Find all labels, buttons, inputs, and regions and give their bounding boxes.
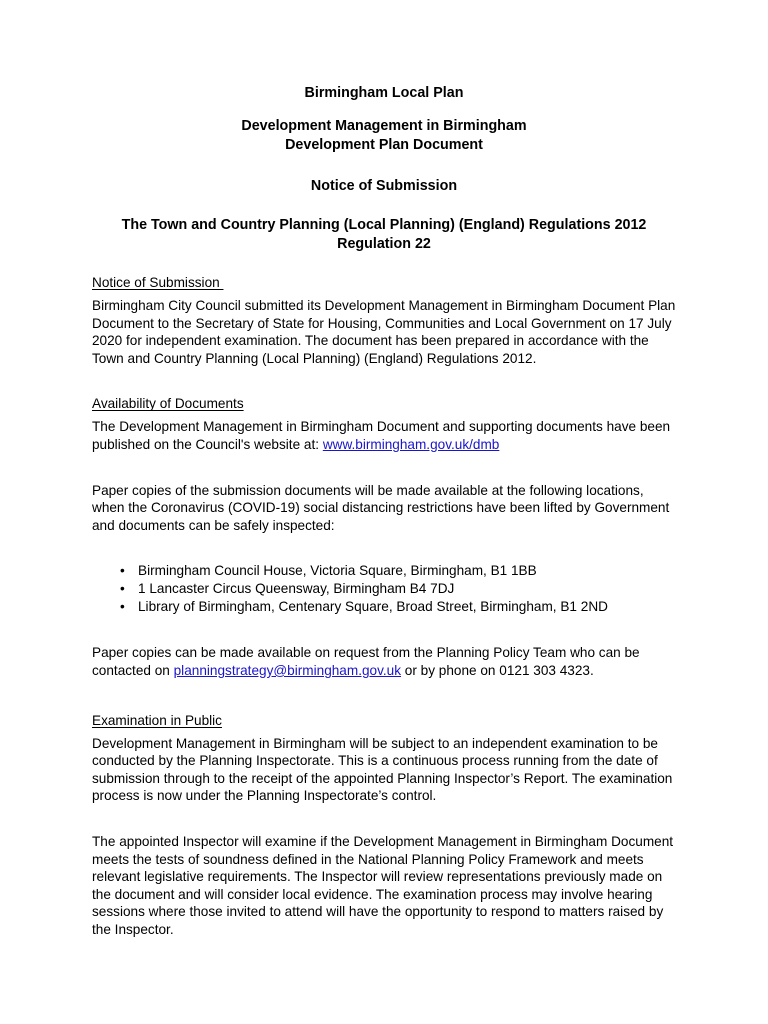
availability-spacer-1: [92, 468, 676, 482]
paragraph-paper-copies-locations: Paper copies of the submission documents will be made available at the following locations, when the Coronavirus (COVID-19) social distancing restrictions have been lifted by Government and documents can be safely inspected:: [92, 482, 670, 533]
list-item-label: Library of Birmingham, Centenary Square, Broad Street, Birmingham, B1 2ND: [138, 599, 608, 615]
bullet-list-spacer: [92, 548, 676, 562]
section-heading-notice-of-submission-wrap: [92, 274, 676, 292]
locations-contact-spacer: [92, 630, 676, 644]
title-spacer-3: [92, 196, 676, 216]
website-link[interactable]: www.birmingham.gov.uk/dmb: [322, 436, 500, 452]
document-title-regulation-number: Regulation 22: [337, 236, 431, 252]
document-title-line-1: Birmingham Local Plan: [304, 85, 464, 101]
section-heading-notice-of-submission: Notice of Submission: [92, 275, 224, 290]
title-block: [92, 84, 676, 254]
bullet-icon: •: [120, 563, 125, 579]
section-heading-availability-of-documents: Availability of Documents: [92, 396, 244, 412]
title-body-spacer: [92, 254, 676, 274]
paragraph-inspector-role: The appointed Inspector will examine if the Development Management in Birmingham Document meets the tests of soundness defined in the National Planning Policy Framework and meets relevant legislative requirements. The Inspector will review representations previously made on the document and will consider local evidence. The examination process may involve hearing sessions where those invited to attend will have the opportunity to respond to matters raised by the Inspector.: [92, 833, 674, 937]
section-heading-examination-in-public: Examination in Public: [92, 712, 222, 728]
locations-list: [92, 562, 676, 616]
paragraph-contact-intro-text: Paper copies can be made available on request from the Planning Policy Team who can be contacted on: [92, 645, 640, 678]
bullet-icon: •: [120, 581, 125, 597]
section-heading-examination-wrap: [92, 712, 676, 730]
title-spacer-1: [92, 103, 676, 117]
document-content: [92, 84, 676, 938]
section-heading-availability-wrap: [92, 395, 676, 413]
paragraph-availability-intro: [92, 418, 676, 453]
list-item: [92, 580, 676, 598]
paragraph-examination-process: Development Management in Birmingham will be subject to an independent examination to be conducted by the Planning Inspectorate. This is a continuous process running from the date of submission through to the receipt of the appointed Planning Inspector’s Report. The examination process is now under the Planning Inspectorate’s control.: [92, 735, 673, 804]
section-spacer-1: [92, 381, 676, 395]
email-link[interactable]: planningstrategy@birmingham.gov.uk: [173, 662, 402, 678]
paragraph-availability-intro-text: The Development Management in Birmingham Document and supporting documents have been published on the Council's website at:: [92, 419, 671, 452]
title-spacer-2: [92, 155, 676, 177]
list-item: [92, 562, 676, 580]
paragraph-contact-outro-text: or by phone on 0121 303 4323.: [401, 662, 594, 678]
document-title-line-3: Development Plan Document: [285, 137, 483, 153]
paragraph-notice-of-submission: Birmingham City Council submitted its Development Management in Birmingham Document Plan Document to the Secretary of State for Housing, Communities and Local Government on 17 July 2020 for independent examination. The document has been prepared in accordance with the Town and Country Planning (Local Planning) (England) Regulations 2012.: [92, 298, 676, 366]
document-title-notice-of-submission: Notice of Submission: [310, 178, 458, 194]
document-title-line-2: Development Management in Birmingham: [241, 118, 527, 134]
list-item: [92, 598, 676, 616]
document-title-regulations: The Town and Country Planning (Local Planning) (England) Regulations 2012: [121, 217, 647, 233]
bullet-icon: •: [120, 599, 125, 615]
list-item-label: 1 Lancaster Circus Queensway, Birmingham B4 7DJ: [138, 581, 455, 597]
section-spacer-2: [92, 694, 676, 712]
paragraph-contact: [92, 644, 676, 679]
list-item-label: Birmingham Council House, Victoria Square, Birmingham, B1 1BB: [138, 563, 537, 579]
examination-spacer-1: [92, 819, 676, 833]
